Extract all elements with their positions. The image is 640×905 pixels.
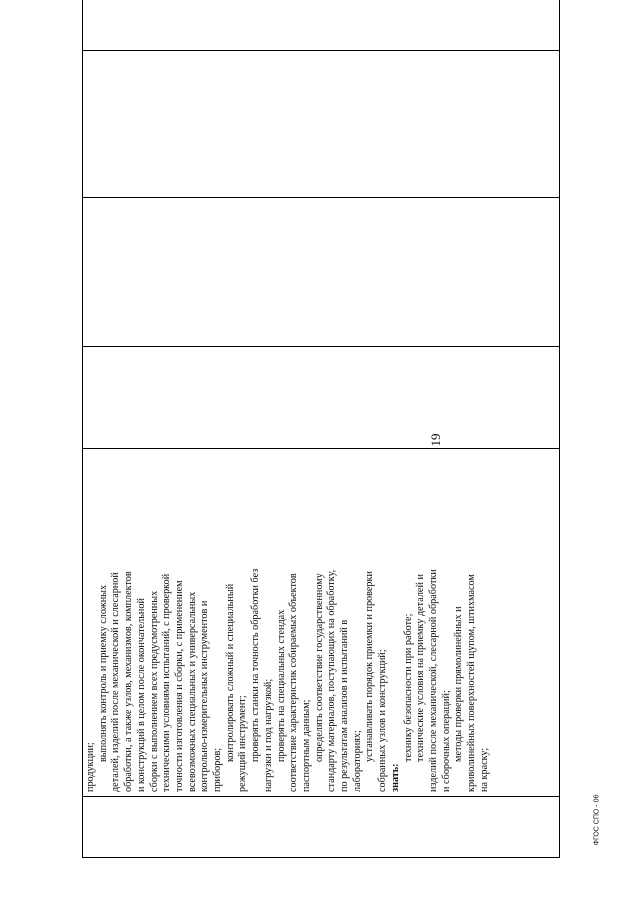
content-line: знать: — [389, 763, 401, 792]
content-line: деталей, изделий после механической и слесарной — [110, 572, 122, 792]
content-line: технические условия на приемку деталей и — [415, 574, 427, 762]
content-line: проверять на специальных стендах — [275, 609, 287, 762]
content-line: соответствие характеристик собираемых объектов — [288, 573, 300, 792]
table-grid — [82, 0, 560, 858]
content-line: нагрузки и под нагрузкой; — [262, 678, 274, 792]
content-line: контролировать сложный и специальный — [224, 583, 236, 762]
content-line: стандарту материалов, поступающих на обработку, — [326, 569, 338, 792]
content-line: методы проверки прямолинейных и — [453, 606, 465, 762]
cell-hours-max — [83, 347, 560, 449]
content-line: проверять станки на точность обработки без — [250, 568, 262, 762]
footer-code: ФГОС СПО - 06 — [593, 794, 601, 846]
cell-disciplines — [83, 51, 560, 198]
content-line: на краску; — [478, 747, 490, 792]
content-line: собранных узлов и конструкций; — [377, 649, 389, 792]
cell-competencies — [83, 0, 560, 51]
cell-content — [83, 449, 560, 797]
content-line: техническими условиями испытаний, с проверкой — [161, 573, 173, 792]
cell-hours-required — [83, 198, 560, 347]
content-line: выполнять контроль и приемку сложных — [97, 584, 109, 762]
content-line: изделий после механической, слесарной обработки — [427, 569, 439, 792]
content-line: приборов; — [212, 747, 224, 792]
table-row — [83, 0, 560, 858]
content-line: устанавливать порядок приемки и проверки — [364, 571, 376, 762]
content-line: обработки, а также узлов, механизмов, комплектов — [123, 571, 135, 792]
content-text — [83, 449, 492, 796]
curriculum-table-rotated — [82, 40, 560, 858]
content-line: точности изготовления и сборки, с применением — [173, 580, 185, 792]
content-line: криволинейных поверхностей щупом, штихмасом — [466, 574, 478, 792]
content-line: режущий инструмент; — [237, 695, 249, 792]
content-line: продукции; — [85, 742, 96, 792]
content-line: определять соответствие государственному — [313, 573, 325, 762]
content-line: технику безопасности при работе; — [402, 613, 414, 762]
cell-code — [83, 797, 560, 858]
curriculum-table — [82, 40, 560, 858]
content-line: сборки с выполнением всех предусмотренных — [148, 590, 160, 792]
content-line: и сборочных операций; — [440, 690, 452, 792]
content-line: по результатам анализов и испытаний в — [339, 619, 351, 792]
page-number: 19 — [428, 433, 443, 447]
content-line: лабораториях; — [351, 730, 363, 792]
content-line: всевозможных специальных и универсальных — [186, 591, 198, 792]
content-line: контрольно-измерительных инструментов и — [199, 600, 211, 792]
content-line: и конструкций в целом после окончательной — [135, 598, 147, 792]
content-line: паспортным данным; — [300, 699, 312, 792]
